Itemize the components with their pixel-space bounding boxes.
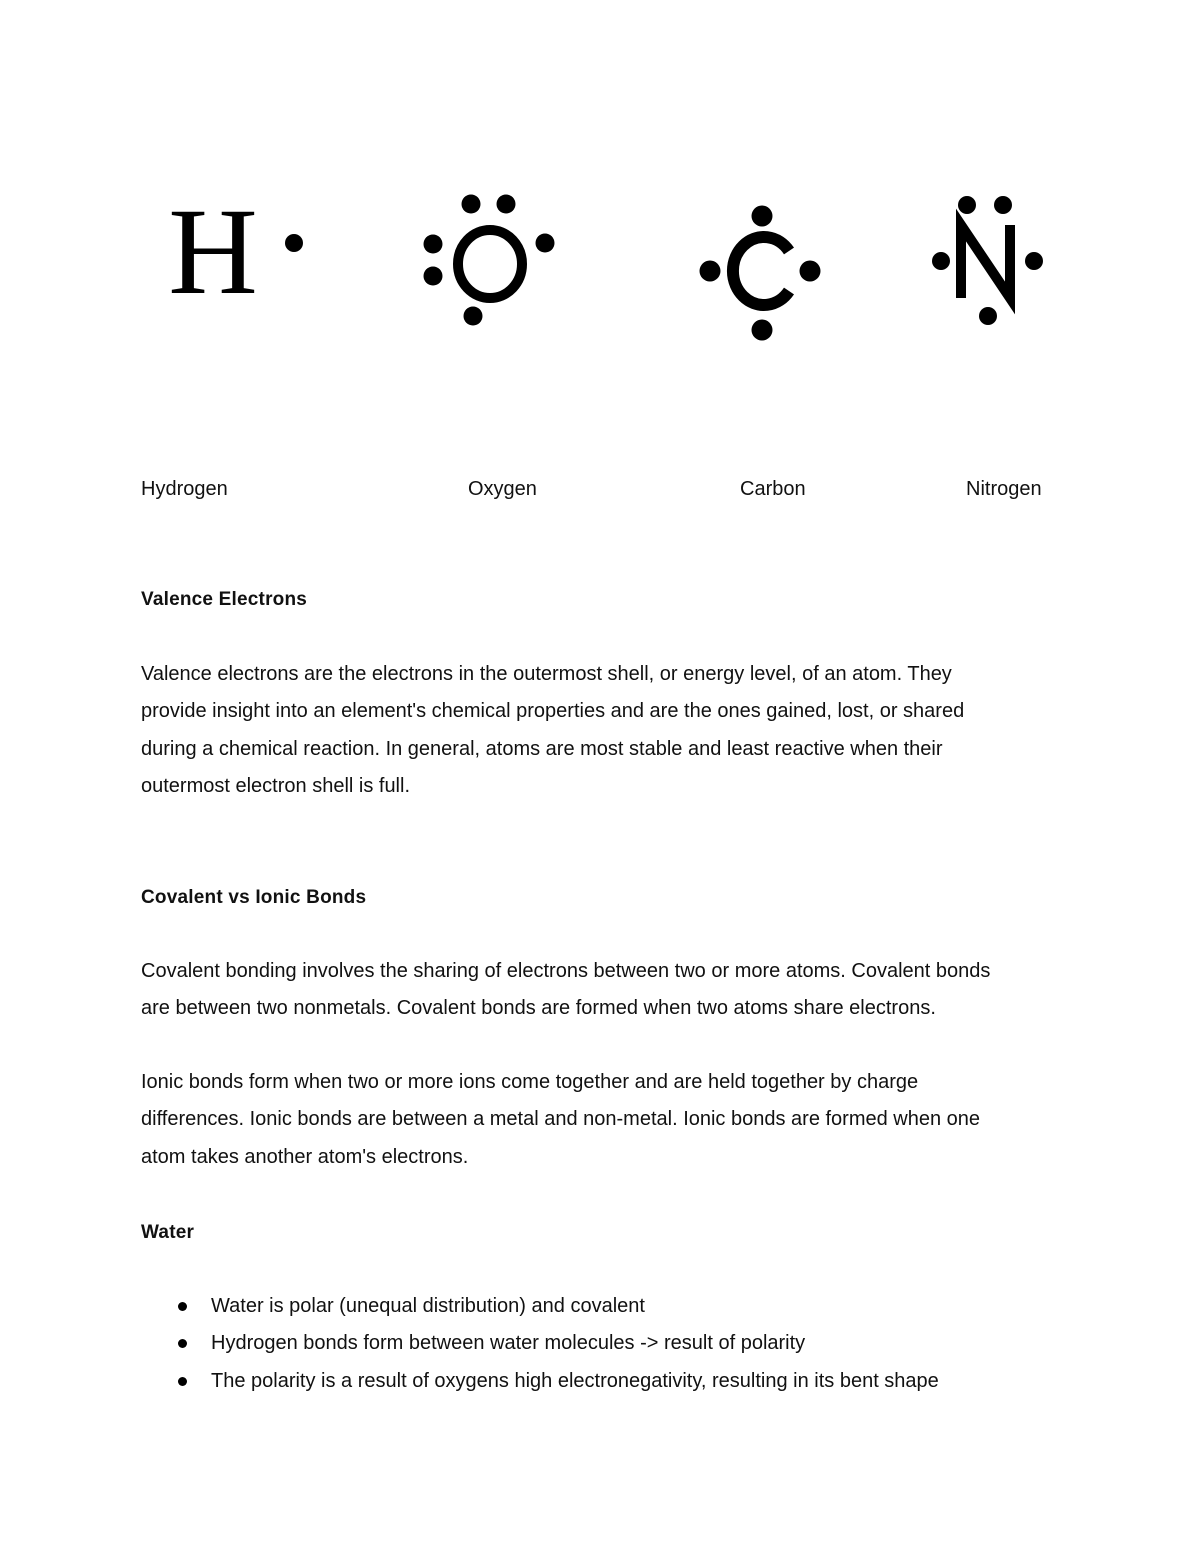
valence-electron-dot: [800, 261, 821, 282]
carbon-lewis-symbol: [690, 195, 835, 350]
list-item-text: The polarity is a result of oxygens high electronegativity, resulting in its bent shape: [211, 1369, 939, 1392]
label-nitrogen: Nitrogen: [966, 478, 1042, 500]
heading-covalent-vs-ionic: Covalent vs Ionic Bonds: [141, 887, 367, 908]
list-item: [141, 1365, 1066, 1402]
bullet-icon: [178, 1377, 187, 1386]
oxygen-symbol-ring: [458, 230, 522, 298]
label-oxygen: Oxygen: [468, 478, 537, 500]
label-carbon: Carbon: [740, 478, 806, 500]
paragraph-line: outermost electron shell is full.: [141, 774, 411, 797]
heading-water: Water: [141, 1222, 195, 1243]
list-item-text: Water is polar (unequal distribution) and covalent: [211, 1295, 645, 1317]
valence-electron-dot: [497, 195, 516, 214]
paragraph-line: atom takes another atom's electrons.: [141, 1145, 469, 1168]
valence-electron-dot: [1025, 252, 1043, 270]
paragraph-line: Covalent bonding involves the sharing of electrons between two or more atoms. Covalent bonds: [141, 960, 991, 982]
label-hydrogen: Hydrogen: [141, 478, 228, 500]
ionic-paragraph: [141, 1064, 1066, 1176]
valence-electron-dot: [424, 267, 443, 286]
nitrogen-symbol-letter: [961, 225, 1010, 298]
valence-electron-dot: [752, 320, 773, 341]
water-bullet-list: [141, 1290, 1066, 1402]
valence-electron-dot: [994, 196, 1012, 214]
valence-electron-dot: [700, 261, 721, 282]
valence-electron-dot: [932, 252, 950, 270]
list-item-text: Hydrogen bonds form between water molecules -> result of polarity: [211, 1332, 806, 1355]
paragraph-line: during a chemical reaction. In general, atoms are most stable and least reactive when their: [141, 737, 943, 760]
valence-electron-dot: [979, 307, 997, 325]
valence-electron-dot: [424, 235, 443, 254]
list-item: [141, 1327, 1066, 1364]
hydrogen-lewis-symbol: [140, 150, 320, 340]
carbon-symbol-arc: [733, 237, 789, 305]
valence-electron-dot: [464, 307, 483, 326]
paragraph-line: provide insight into an element's chemical properties and are the ones gained, lost, or shared: [141, 700, 965, 723]
paragraph-line: are between two nonmetals. Covalent bonds are formed when two atoms share electrons.: [141, 997, 936, 1020]
valence-electron-dot: [285, 234, 303, 252]
valence-paragraph: [141, 656, 1066, 805]
valence-electron-dot: [536, 234, 555, 253]
bullet-icon: [178, 1339, 187, 1348]
paragraph-line: Ionic bonds form when two or more ions come together and are held together by charge: [141, 1071, 919, 1093]
paragraph-line: Valence electrons are the electrons in the outermost shell, or energy level, of an atom. They: [141, 663, 952, 685]
heading-valence-electrons: Valence Electrons: [141, 589, 308, 610]
paragraph-line: differences. Ionic bonds are between a metal and non-metal. Ionic bonds are formed when one: [141, 1108, 981, 1131]
list-item: [141, 1290, 1066, 1327]
covalent-paragraph: [141, 953, 1066, 1028]
valence-electron-dot: [462, 195, 481, 214]
bullet-icon: [178, 1302, 187, 1311]
valence-electron-dot: [752, 206, 773, 227]
hydrogen-symbol: H: [168, 183, 258, 320]
oxygen-lewis-symbol: [415, 185, 565, 335]
valence-electron-dot: [958, 196, 976, 214]
nitrogen-lewis-symbol: [925, 185, 1055, 335]
